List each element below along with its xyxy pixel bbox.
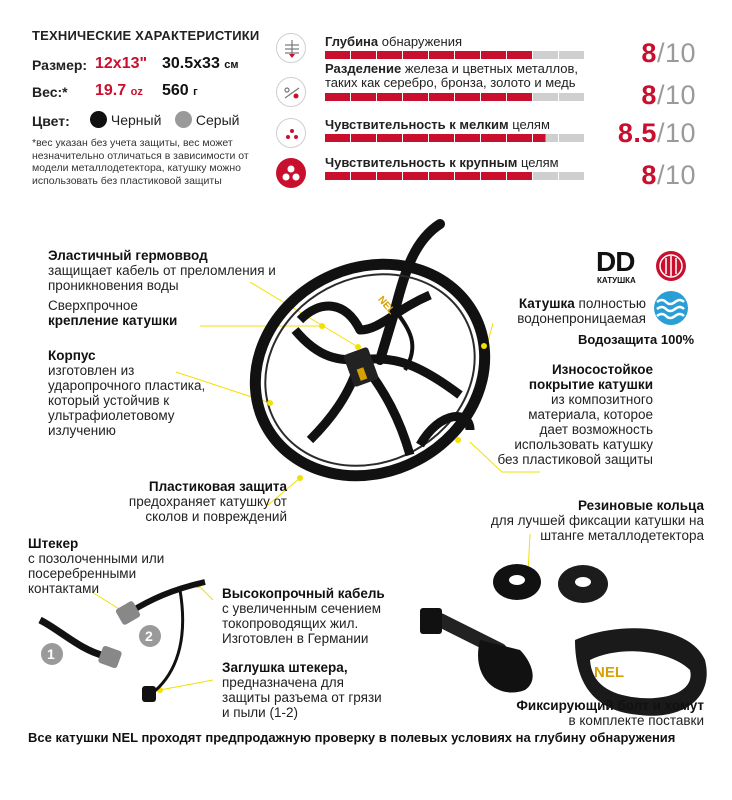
badge-num-2: 2	[145, 628, 153, 644]
coil-spokes	[295, 295, 470, 455]
callout-cable	[222, 586, 412, 646]
callout-coil-title: Катушка	[518, 296, 575, 311]
rating-3-label-bold: Чувствительность к мелким	[325, 117, 509, 132]
rating-2-label-bold: Разделение	[325, 61, 402, 76]
rating-4-score-denominator: /10	[656, 160, 696, 190]
size-cm-value: 30.5x33	[162, 55, 220, 72]
color-label: Цвет:	[32, 113, 70, 129]
callout-rings	[486, 498, 704, 543]
callout-cable-title: Высокопрочный кабель	[222, 586, 385, 601]
callout-connector	[28, 536, 168, 596]
rating-1-label-rest: обнаружения	[378, 34, 462, 49]
weight-oz-unit: oz	[130, 86, 143, 98]
callout-cap-text: предназначена для защиты разъема от грязи и пыли (1-2)	[222, 675, 382, 720]
rating-3-score-denominator: /10	[656, 118, 696, 148]
leader-cap	[160, 680, 213, 690]
callout-coil-text: полностью водонепроницаемая	[517, 296, 646, 326]
callout-guard	[100, 479, 287, 524]
connector-2	[115, 600, 141, 626]
rating-1-score-value: 8	[641, 38, 657, 68]
rating-2-score-denominator: /10	[656, 80, 696, 110]
rating-1-score-denominator: /10	[656, 38, 696, 68]
bolt-knob	[478, 640, 533, 693]
rating-4-label-rest: целям	[517, 155, 559, 170]
callout-connector-title: Штекер	[28, 536, 79, 551]
connector-1	[98, 645, 123, 669]
size-cm-unit: см	[224, 59, 239, 71]
callout-bolt-text: в комплекте поставки	[568, 713, 704, 728]
specs-title: ТЕХНИЧЕСКИЕ ХАРАКТЕРИСТИКИ	[32, 28, 260, 43]
callout-bolt	[490, 698, 704, 728]
leader-cable	[198, 585, 213, 600]
callout-mount-pre: Сверхпрочное	[48, 298, 138, 313]
rating-4-score-value: 8	[641, 160, 657, 190]
weight-label: Вес:*	[32, 84, 68, 100]
weight-g-value: 560	[162, 82, 189, 99]
connector-cap	[142, 686, 156, 702]
callout-mount-title: крепление катушки	[48, 313, 178, 328]
callout-coating	[496, 362, 653, 467]
dd-badge: DD	[596, 246, 635, 277]
callout-rings-text: для лучшей фиксации катушки на штанге металлодетектора	[490, 513, 704, 543]
weight-oz-value: 19.7	[95, 82, 127, 99]
callout-bolt-title: Фиксирующий болт и хомут	[516, 698, 704, 713]
weight-footnote: *вес указан без учета защиты, вес может незначительно отличаться в зависимости от модели металлодетектора, катушку можно использовать без пластиковой защиты	[32, 137, 249, 187]
callout-coating-title: Износостойкое покрытие катушки	[528, 362, 653, 392]
callout-connector-text: с позолоченными или посеребренными контактами	[28, 551, 165, 596]
bolt-head	[420, 608, 442, 634]
size-label: Размер:	[32, 57, 88, 73]
callout-cable-entry-title: Эластичный гермоввод	[48, 248, 208, 263]
coil-brand: NEL	[375, 294, 397, 317]
color-black-label: Черный	[110, 112, 162, 128]
dd-badge-sub: КАТУШКА	[597, 276, 636, 285]
rating-3-score-value: 8.5	[617, 118, 657, 148]
size-inches: 12x13"	[95, 55, 148, 72]
rating-1-label-bold: Глубина	[325, 34, 379, 49]
rating-3-label-rest: целям	[508, 117, 550, 132]
bottom-note: Все катушки NEL проходят предпродажную проверку в полевых условиях на глубину обнаружения	[28, 730, 676, 745]
weight-g-unit: г	[193, 86, 198, 98]
callout-body	[48, 348, 228, 438]
callout-coil	[478, 296, 646, 326]
callout-cable-entry	[48, 248, 298, 293]
callout-cap-title: Заглушка штекера,	[222, 660, 348, 675]
strap-brand: NEL	[594, 664, 624, 681]
color-gray-label: Серый	[195, 112, 240, 128]
rating-4-label-bold: Чувствительность к крупным	[325, 155, 518, 170]
callout-rings-title: Резиновые кольца	[577, 498, 704, 513]
callout-mount	[48, 298, 208, 328]
callout-guard-text: предохраняет катушку от сколов и повреждений	[128, 494, 287, 524]
callout-body-title: Корпус	[48, 348, 96, 363]
callout-cap	[222, 660, 382, 720]
callout-cable-text: с увеличенным сечением токопроводящих жил. Изготовлен в Германии	[222, 601, 382, 646]
callout-guard-title: Пластиковая защита	[148, 479, 287, 494]
badge-num-1: 1	[47, 646, 55, 662]
rating-2-score-value: 8	[641, 80, 657, 110]
waterproof-label: Водозащита 100%	[578, 332, 695, 347]
rating-2-label-rest: железа и цветных металлов, таких как серебро, бронза, золото и медь	[325, 61, 578, 90]
callout-body-text: изготовлен из ударопрочного пластика, который устойчив к ультрафиолетовому излучению	[48, 363, 206, 438]
callout-coating-text: из композитного материала, которое дает возможность использовать катушку без пластиковой защиты	[497, 392, 653, 467]
callout-cable-entry-text: защищает кабель от преломления и проникновения воды	[48, 263, 276, 293]
